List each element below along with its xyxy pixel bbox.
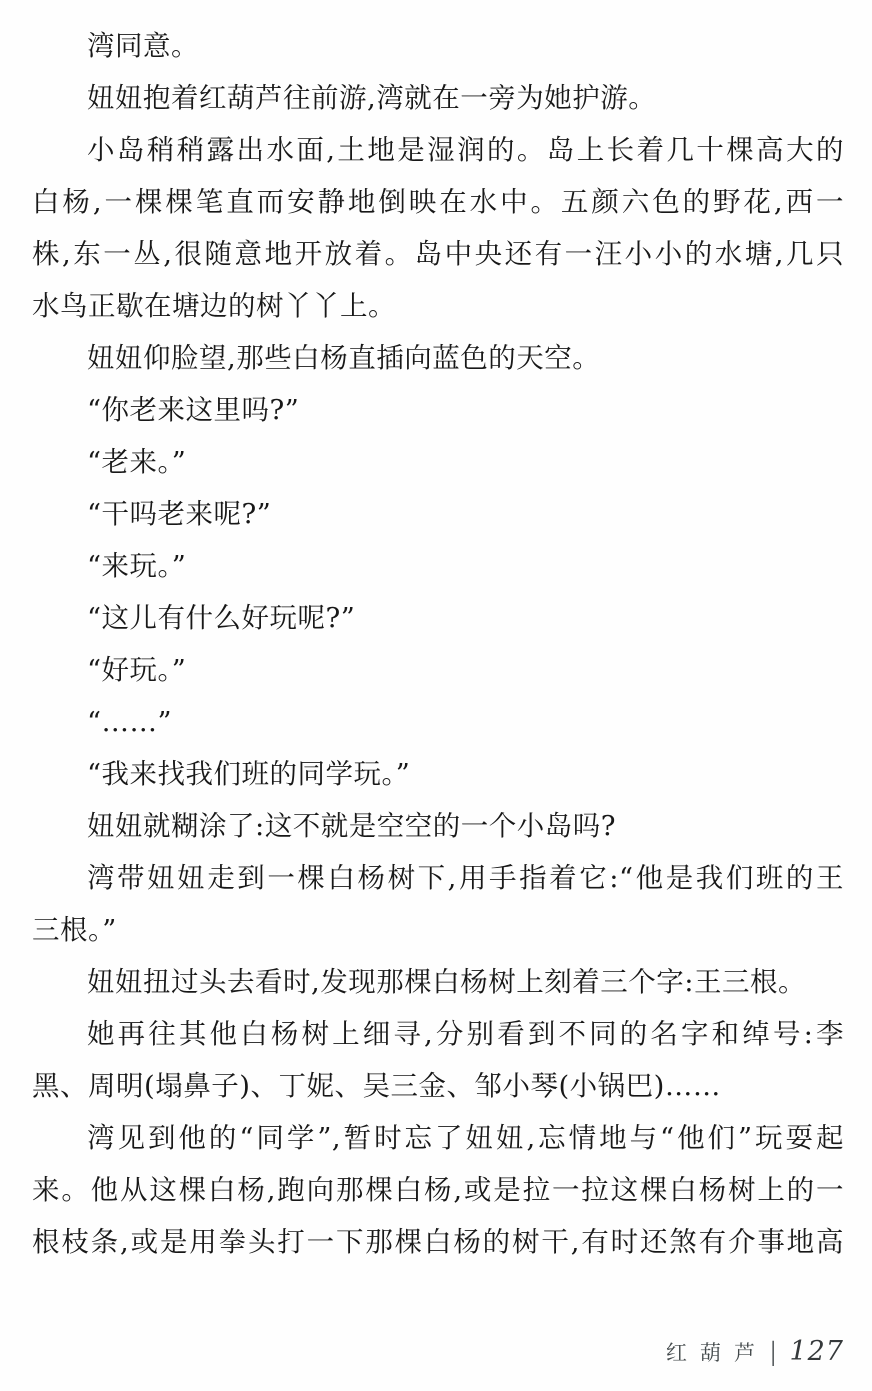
text-line: 湾带妞妞走到一棵白杨树下,用手指着它:“他是我们班的王 (87, 862, 844, 894)
text-line: “老来。” (87, 446, 187, 478)
text-line: “我来找我们班的同学玩。” (87, 758, 411, 790)
text-line: “干吗老来呢?” (87, 498, 272, 530)
text-line: “……” (87, 706, 173, 738)
text-line: 妞妞扭过头去看时,发现那棵白杨树上刻着三个字:王三根。 (87, 966, 807, 998)
text-line: 株,东一丛,很随意地开放着。岛中央还有一汪小小的水塘,几只 (32, 238, 844, 270)
text-line: 白杨,一棵棵笔直而安静地倒映在水中。五颜六色的野花,西一 (32, 186, 844, 218)
text-line: 她再往其他白杨树上细寻,分别看到不同的名字和绰号:李 (87, 1018, 844, 1050)
text-line: 妞妞仰脸望,那些白杨直插向蓝色的天空。 (87, 342, 601, 374)
text-line: 来。他从这棵白杨,跑向那棵白杨,或是拉一拉这棵白杨树上的一 (32, 1174, 844, 1206)
page-body (32, 20, 844, 1268)
text-line: 根枝条,或是用拳头打一下那棵白杨的树干,有时还煞有介事地高 (32, 1226, 844, 1258)
text-line: “你老来这里吗?” (87, 394, 300, 426)
text-line: 湾见到他的“同学”,暂时忘了妞妞,忘情地与“他们”玩耍起 (87, 1122, 844, 1154)
footer-separator: | (770, 1337, 777, 1366)
text-line: 小岛稍稍露出水面,土地是湿润的。岛上长着几十棵高大的 (87, 134, 844, 166)
page-footer (666, 1336, 844, 1367)
text-line: 妞妞就糊涂了:这不就是空空的一个小岛吗? (87, 810, 617, 842)
text-line: “来玩。” (87, 550, 187, 582)
text-line: 水鸟正歇在塘边的树丫丫上。 (32, 290, 396, 322)
text-line: 三根。” (32, 914, 117, 946)
text-line: “好玩。” (87, 654, 187, 686)
page-number: 127 (789, 1336, 844, 1367)
text-line: 黑、周明(塌鼻子)、丁妮、吴三金、邹小琴(小锅巴)…… (32, 1070, 721, 1102)
text-line: 湾同意。 (87, 30, 199, 62)
text-line: “这儿有什么好玩呢?” (87, 602, 356, 634)
running-title: 红葫芦 (666, 1340, 769, 1365)
text-line: 妞妞抱着红葫芦往前游,湾就在一旁为她护游。 (87, 82, 657, 114)
